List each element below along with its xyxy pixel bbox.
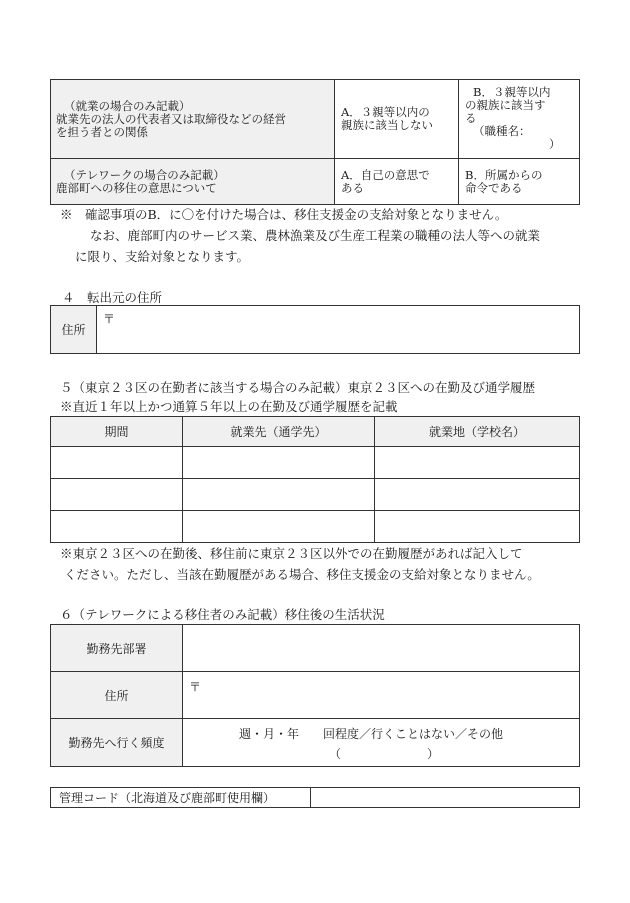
- frequency-other-parens: [183, 745, 579, 762]
- relation-label-cell: [51, 80, 335, 159]
- frequency-open-paren: （: [329, 747, 342, 761]
- option-a-line1: A．３親等以内の: [341, 105, 430, 119]
- admin-code-label: 管理コード（北海道及び鹿部町使用欄）: [51, 788, 311, 808]
- option-b-cell[interactable]: [459, 159, 580, 205]
- postal-mark: 〒: [189, 680, 202, 694]
- department-label: 勤務先部署: [51, 625, 183, 672]
- frequency-options: 週・月・年 回程度／行くことはない／その他: [239, 727, 504, 741]
- option-a-line1: A．自己の意思で: [341, 167, 430, 182]
- table-row: [51, 159, 580, 205]
- department-field[interactable]: [183, 625, 580, 672]
- confirmation-note-line3: に限り、支給対象となります。: [75, 249, 250, 264]
- commute-history-table: [50, 416, 580, 543]
- table-row: [51, 479, 580, 511]
- table-row: [51, 447, 580, 479]
- relation-label-line2: 就業先の法人の代表者又は取締役などの経営: [56, 111, 286, 126]
- commute-frequency-label: 勤務先へ行く頻度: [51, 719, 183, 767]
- new-address-field[interactable]: [183, 672, 580, 719]
- section5-note-line1: ※東京２３区への在勤後、移住前に東京２３区以外での在勤履歴があれば記入して: [60, 546, 523, 561]
- period-cell[interactable]: [51, 447, 183, 479]
- admin-code-field[interactable]: [311, 788, 580, 808]
- living-status-table: [50, 624, 580, 767]
- relation-label-line1: （就業の場合のみ記載）: [64, 98, 191, 113]
- work-location-cell[interactable]: [375, 479, 580, 511]
- confirmation-note-line1: ※ 確認事項のB．に〇を付けた場合は、移住支援金の支給対象となりません。: [60, 207, 508, 222]
- frequency-close-paren: ）: [427, 747, 440, 761]
- column-workplace: 就業先（通学先）: [183, 417, 375, 447]
- option-b-line2: の親族に該当す: [465, 98, 546, 112]
- table-row: [51, 511, 580, 543]
- previous-address-field[interactable]: [97, 306, 580, 354]
- previous-address-table: [50, 305, 580, 354]
- section4-heading: ４ 転出元の住所: [62, 290, 163, 305]
- option-a-cell[interactable]: [335, 159, 459, 205]
- period-cell[interactable]: [51, 479, 183, 511]
- admin-code-table: [50, 787, 580, 808]
- postal-mark: 〒: [103, 312, 116, 326]
- previous-address-label: 住所: [51, 306, 97, 354]
- migration-label-line2: 鹿部町への移住の意思について: [56, 180, 217, 195]
- section5-note-line2: ください。ただし、当該在勤履歴がある場合、移住支援金の支給対象となりません。: [64, 567, 540, 582]
- period-cell[interactable]: [51, 511, 183, 543]
- work-location-cell[interactable]: [375, 447, 580, 479]
- confirmation-note-line2: なお、鹿部町内のサービス業、農林漁業及び生産工程業の職種の法人等への就業: [90, 228, 541, 243]
- job-title-label: （職種名：: [473, 124, 531, 138]
- job-title-close: ）: [549, 137, 561, 151]
- option-a-line2: 親族に該当しない: [341, 118, 433, 132]
- option-b-line2: 命令である: [465, 180, 523, 195]
- option-b-line1: B．３親等以内: [473, 85, 551, 99]
- option-a-cell[interactable]: [335, 80, 459, 159]
- relation-table: [50, 79, 580, 205]
- commute-frequency-field[interactable]: [183, 719, 580, 767]
- section5-heading: ５（東京２３区の在勤者に該当する場合のみ記載）東京２３区への在勤及び通学履歴: [60, 380, 536, 395]
- section5-subheading: ※直近１年以上かつ通算５年以上の在勤及び通学履歴を記載: [60, 399, 398, 414]
- relation-label-line3: を担う者との関係: [56, 124, 148, 139]
- workplace-cell[interactable]: [183, 447, 375, 479]
- option-b-cell[interactable]: [459, 80, 580, 159]
- workplace-cell[interactable]: [183, 479, 375, 511]
- new-address-label: 住所: [51, 672, 183, 719]
- column-work-location: 就業地（学校名）: [375, 417, 580, 447]
- migration-label-line1: （テレワークの場合のみ記載）: [64, 167, 225, 182]
- option-b-line1: B．所属からの: [465, 167, 543, 182]
- migration-label-cell: [51, 159, 335, 205]
- option-b-line3: る: [465, 111, 477, 125]
- option-a-line2: ある: [341, 180, 364, 195]
- table-row: [51, 80, 580, 159]
- work-location-cell[interactable]: [375, 511, 580, 543]
- workplace-cell[interactable]: [183, 511, 375, 543]
- section6-heading: ６（テレワークによる移住者のみ記載）移住後の生活状況: [60, 607, 385, 622]
- column-period: 期間: [51, 417, 183, 447]
